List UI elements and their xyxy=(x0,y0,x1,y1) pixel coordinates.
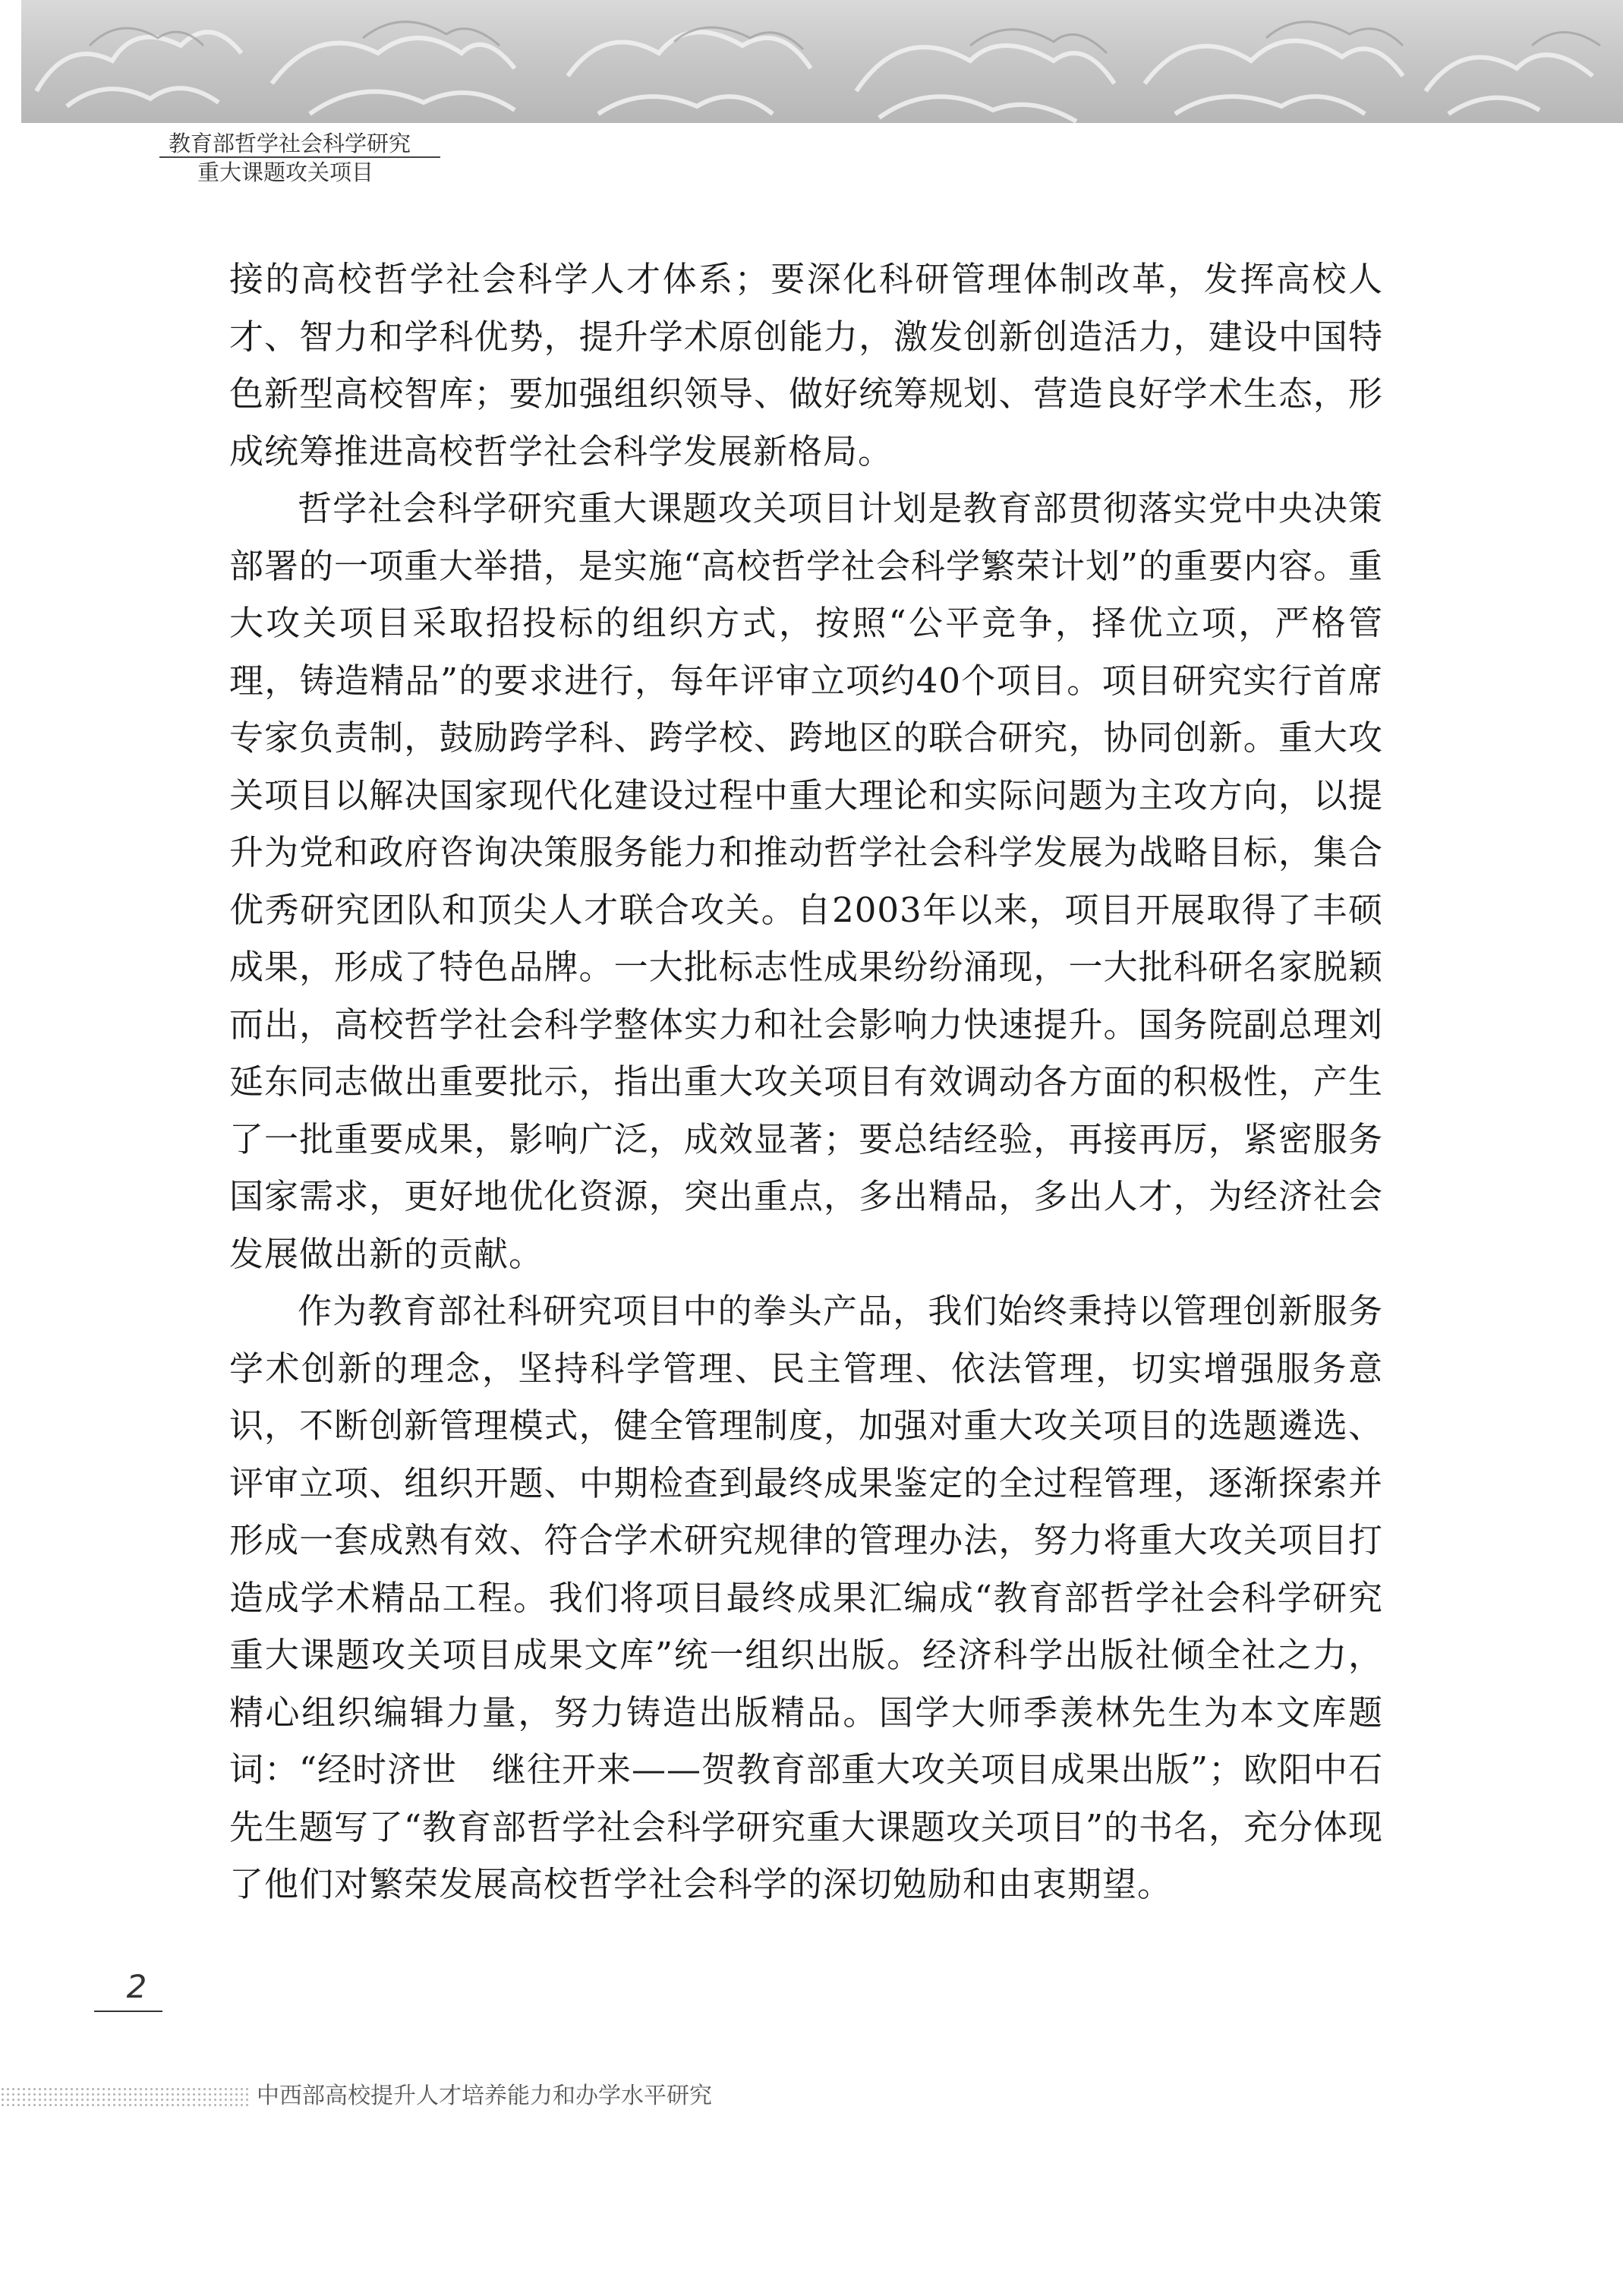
page-number-underline xyxy=(94,2011,162,2012)
cloud-pattern-icon xyxy=(21,0,1623,123)
footer-book-title: 中西部高校提升人才培养能力和办学水平研究 xyxy=(257,2083,712,2109)
page-number: 2 xyxy=(126,1968,147,2005)
series-header xyxy=(159,129,463,187)
paragraph: 哲学社会科学研究重大课题攻关项目计划是教育部贯彻落实党中央决策部署的一项重大举措，是实施“高校哲学社会科学繁荣计划”的重要内容。重大攻关项目采取招投标的组织方式，按照“公平竞争，择优立项，严格管理，铸造精品”的要求进行，每年评审立项约40个项目。项目研究实行首席专家负责制，鼓励跨学科、跨学校、跨地区的联合研究，协同创新。重大攻关项目以解决国家现代化建设过程中重大理论和实际问题为主攻方向，以提升为党和政府咨询决策服务能力和推动哲学社会科学发展为战略目标，集合优秀研究团队和顶尖人才联合攻关。自2003年以来，项目开展取得了丰硕成果，形成了特色品牌。一大批标志性成果纷纷涌现，一大批科研名家脱颖而出，高校哲学社会科学整体实力和社会影响力快速提升。国务院副总理刘延东同志做出重要批示，指出重大攻关项目有效调动各方面的积极性，产生了一批重要成果，影响广泛，成效显著；要总结经验，再接再厉，紧密服务国家需求，更好地优化资源，突出重点，多出精品，多出人才，为经济社会发展做出新的贡献。 xyxy=(229,488,1384,1274)
main-text xyxy=(229,251,1383,1913)
decorative-cloud-banner xyxy=(21,0,1623,123)
paragraph: 接的高校哲学社会科学人才体系；要深化科研管理体制改革，发挥高校人才、智力和学科优势，提升学术原创能力，激发创新创造活力，建设中国特色新型高校智库；要加强组织领导、做好统筹规划、营造良好学术生态，形成统筹推进高校哲学社会科学发展新格局。 xyxy=(229,259,1383,472)
paragraph: 作为教育部社科研究项目中的拳头产品，我们始终秉持以管理创新服务学术创新的理念，坚持科学管理、民主管理、依法管理，切实增强服务意识，不断创新管理模式，健全管理制度，加强对重大攻关项目的选题遴选、评审立项、组织开题、中期检查到最终成果鉴定的全过程管理，逐渐探索并形成一套成熟有效、符合学术研究规律的管理办法，努力将重大攻关项目打造成学术精品工程。我们将项目最终成果汇编成“教育部哲学社会科学研究重大课题攻关项目成果文库”统一组织出版。经济科学出版社倾全社之力，精心组织编辑力量，努力铸造出版精品。国学大师季羡林先生为本文库题词：“经时济世 继往开来——贺教育部重大攻关项目成果出版”；欧阳中石先生题写了“教育部哲学社会科学研究重大课题攻关项目”的书名，充分体现了他们对繁荣发展高校哲学社会科学的深切勉励和由衷期望。 xyxy=(229,1291,1384,1904)
header-divider xyxy=(159,156,440,158)
series-title-line2: 重大课题攻关项目 xyxy=(197,159,374,185)
series-title-line1: 教育部哲学社会科学研究 xyxy=(169,131,411,156)
footer-dot-pattern xyxy=(0,2086,251,2106)
